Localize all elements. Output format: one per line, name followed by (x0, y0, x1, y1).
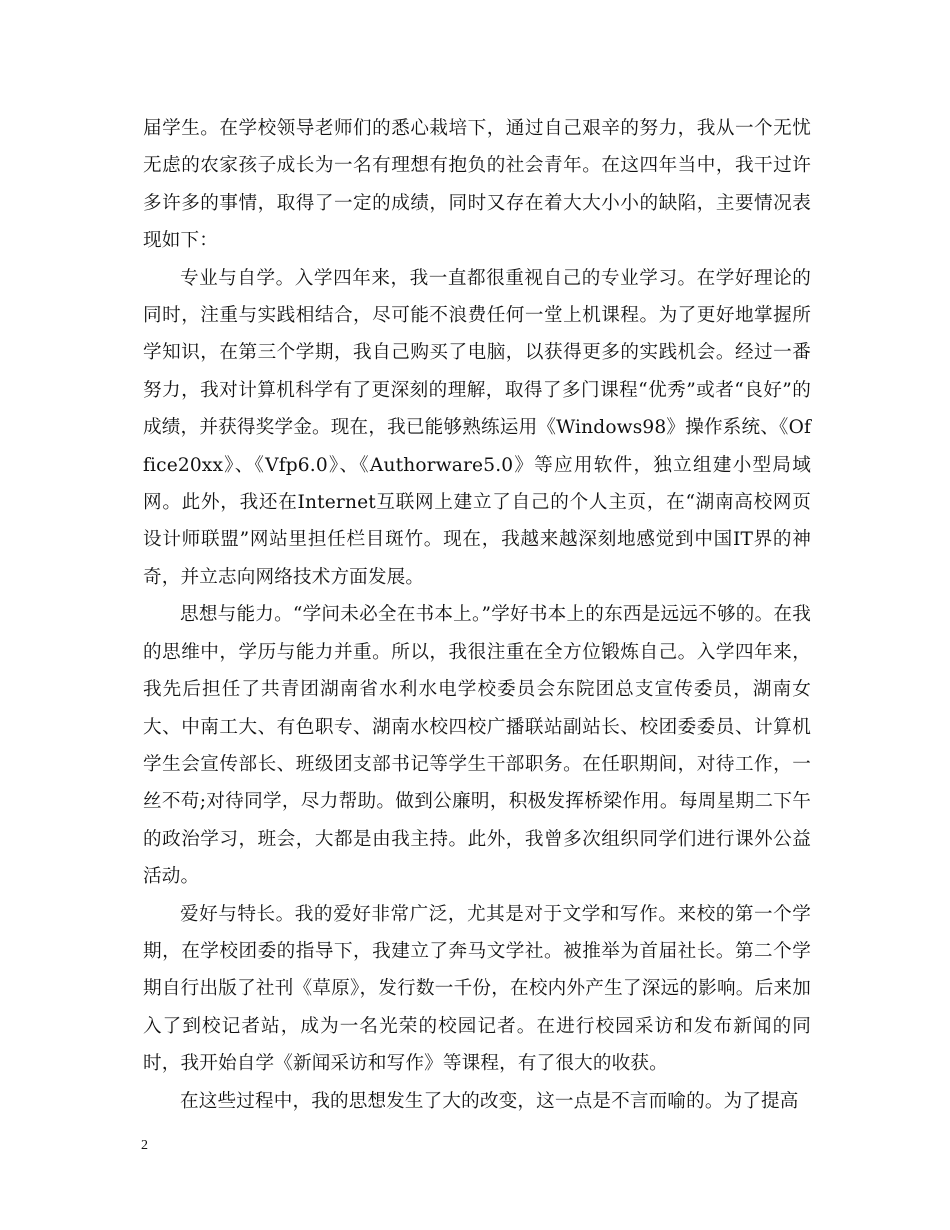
paragraph-major-and-self-study: 专业与自学。入学四年来，我一直都很重视自己的专业学习。在学好理论的同时，注重与实践相结合，尽可能不浪费任何一堂上机课程。为了更好地掌握所学知识，在第三个学期，我自己购买了电脑，以获得更多的实践机会。经过一番努力，我对计算机科学有了更深刻的理解，取得了多门课程“优秀”或者“良好”的成绩，并获得奖学金。现在，我已能够熟练运用《Windows98》操作系统、《Office20xx》、《Vfp6.0》、《Authorware5.0》等应用软件，独立组建小型局域网。此外，我还在Internet互联网上建立了自己的个人主页，在“湖南高校网页设计师联盟”网站里担任栏目斑竹。现在，我越来越深刻地感觉到中国IT界的神奇，并立志向网络技术方面发展。 (143, 267, 811, 588)
paragraph-closing: 在这些过程中，我的思想发生了大的改变，这一点是不言而喻的。为了提高 (180, 1090, 799, 1112)
body-text (143, 110, 811, 1120)
paragraph-hobbies-and-skills: 爱好与特长。我的爱好非常广泛，尤其是对于文学和写作。来校的第一个学期，在学校团委的指导下，我建立了奔马文学社。被推举为首届社长。第二个学期自行出版了社刊《草原》，发行数一千份，在校内外产生了深远的影响。后来加入了到校记者站，成为一名光荣的校园记者。在进行校园采访和发布新闻的同时，我开始自学《新闻采访和写作》等课程，有了很大的收获。 (143, 903, 811, 1075)
paragraph-thought-and-ability: 思想与能力。“学问未必全在书本上。”学好书本上的东西是远远不够的。在我的思维中，学历与能力并重。所以，我很注重在全方位锻炼自己。入学四年来，我先后担任了共青团湖南省水利水电学校委员会东院团总支宣传委员，湖南女大、中南工大、有色职专、湖南水校四校广播联站副站长、校团委委员、计算机学生会宣传部长、班级团支部书记等学生干部职务。在任职期间，对待工作，一丝不苟;对待同学，尽力帮助。做到公廉明，积极发挥桥梁作用。每周星期二下午的政治学习，班会，大都是由我主持。此外，我曾多次组织同学们进行课外公益活动。 (143, 604, 811, 888)
paragraph-continuation: 届学生。在学校领导老师们的悉心栽培下，通过自己艰辛的努力，我从一个无忧无虑的农家孩子成长为一名有理想有抱负的社会青年。在这四年当中，我干过许多许多的事情，取得了一定的成绩，同时又存在着大大小小的缺陷，主要情况表现如下： (143, 118, 811, 252)
page-number: 2 (141, 1138, 148, 1153)
